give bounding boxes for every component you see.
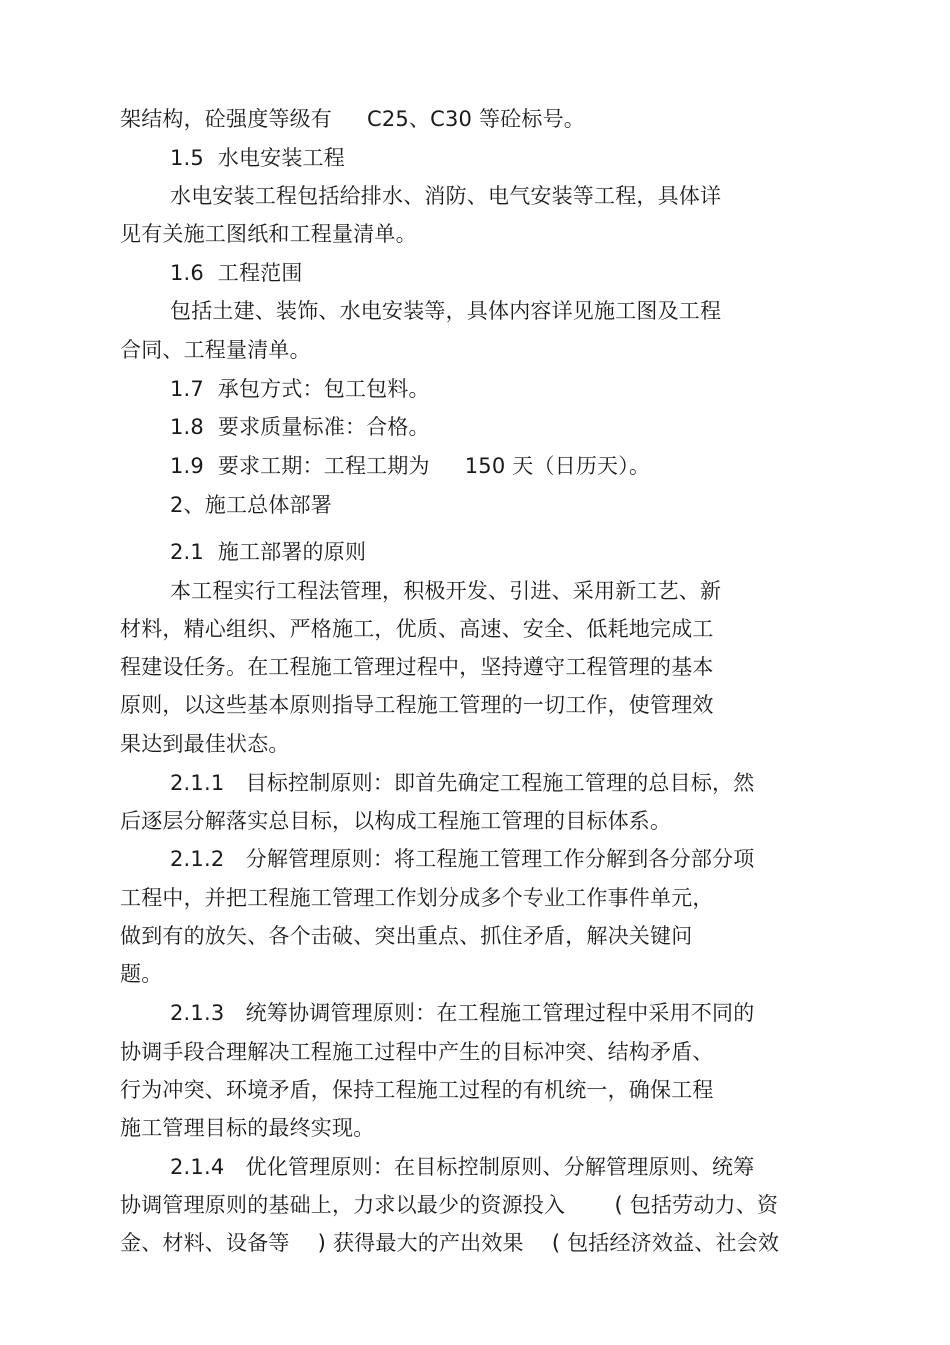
text-line: 架结构，砼强度等级有 C25、C30 等砼标号。 [120,107,585,131]
section-heading-2-1-3: 2.1.3 统筹协调管理原则：在工程施工管理过程中采用不同的 [170,1001,755,1025]
section-heading-1-9: 1.9 要求工期：工程工期为 150 天（日历天）。 [170,454,651,478]
text-line: 题。 [120,962,163,986]
text-line: 水电安装工程包括给排水、消防、电气安装等工程，具体详 [170,184,722,208]
section-heading-1-8: 1.8 要求质量标准：合格。 [170,415,430,439]
text-line: 协调管理原则的基础上，力求以最少的资源投入 ( 包括劳动力、资 [120,1193,779,1217]
text-line: 果达到最佳状态。 [120,732,290,756]
text-line: 合同、工程量清单。 [120,338,311,362]
section-heading-1-5: 1.5 水电安装工程 [170,146,345,170]
text-line: 原则，以这些基本原则指导工程施工管理的一切工作，使管理效 [120,693,714,717]
section-heading-2-1-2: 2.1.2 分解管理原则：将工程施工管理工作分解到各分部分项 [170,847,755,871]
text-line: 金、材料、设备等 ) 获得最大的产出效果 ( 包括经济效益、社会效 [120,1231,780,1255]
text-line: 工程中，并把工程施工管理工作划分成多个专业工作事件单元， [120,886,714,910]
section-heading-1-7: 1.7 承包方式：包工包料。 [170,377,430,401]
text-line: 行为冲突、环境矛盾，保持工程施工过程的有机统一，确保工程 [120,1078,714,1102]
text-line: 材料，精心组织、严格施工，优质、高速、安全、低耗地完成工 [120,617,714,641]
section-heading-2: 2、施工总体部署 [170,493,332,517]
section-heading-1-6: 1.6 工程范围 [170,261,303,285]
text-line: 包括土建、装饰、水电安装等，具体内容详见施工图及工程 [170,299,722,323]
text-line: 本工程实行工程法管理，积极开发、引进、采用新工艺、新 [170,579,722,603]
section-heading-2-1-1: 2.1.1 目标控制原则：即首先确定工程施工管理的总目标，然 [170,771,755,795]
text-line: 后逐层分解落实总目标，以构成工程施工管理的目标体系。 [120,809,672,833]
text-line: 施工管理目标的最终实现。 [120,1116,375,1140]
text-line: 做到有的放矢、各个击破、突出重点、抓住矛盾，解决关键问 [120,924,693,948]
section-heading-2-1-4: 2.1.4 优化管理原则：在目标控制原则、分解管理原则、统筹 [170,1155,755,1179]
text-line: 协调手段合理解决工程施工过程中产生的目标冲突、结构矛盾、 [120,1040,714,1064]
section-heading-2-1: 2.1 施工部署的原则 [170,540,367,564]
text-line: 见有关施工图纸和工程量清单。 [120,222,417,246]
text-line: 程建设任务。在工程施工管理过程中，坚持遵守工程管理的基本 [120,655,714,679]
